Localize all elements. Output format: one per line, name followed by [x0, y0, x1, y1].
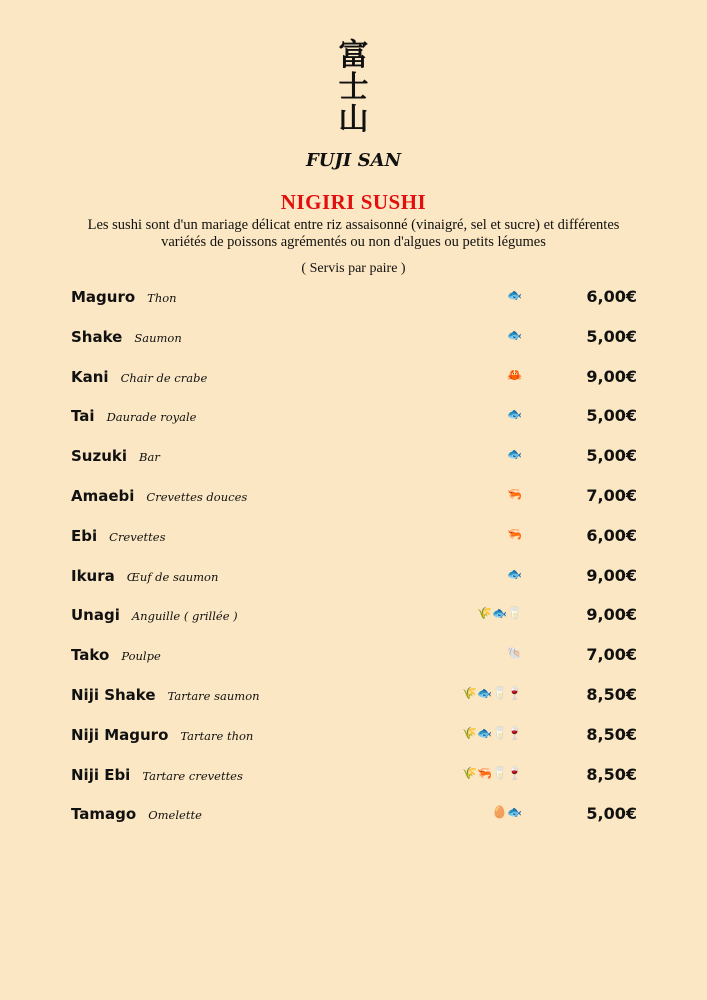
- item-name: Ikura Œuf de saumon: [71, 566, 219, 585]
- item-price: 8,50€: [586, 684, 637, 704]
- logo: [0, 40, 707, 136]
- item-description: Chair de crabe: [120, 370, 208, 385]
- item-name: Amaebi Crevettes douces: [71, 486, 248, 505]
- allergen-icons: 🦐: [507, 526, 522, 541]
- allergen-icons: 🌾🦐🥛🍷: [462, 765, 522, 780]
- item-price: 8,50€: [586, 764, 637, 784]
- item-description: Crevettes douces: [146, 489, 248, 504]
- menu-item: [71, 326, 637, 366]
- item-description: Tartare thon: [180, 728, 254, 743]
- section-title: NIGIRI SUSHI: [280, 190, 427, 214]
- menu-item: [71, 724, 637, 764]
- item-description: Poulpe: [121, 649, 161, 664]
- logo-kanji-1: 富: [338, 38, 369, 73]
- allergen-icons: 🥚🐟: [492, 805, 522, 820]
- item-price: 7,00€: [586, 645, 637, 665]
- menu-item: [71, 366, 637, 406]
- item-price: 5,00€: [586, 446, 637, 466]
- allergen-icons: 🌾🐟🥛🍷: [462, 725, 522, 740]
- item-description: Bar: [139, 450, 160, 465]
- item-price: 6,00€: [586, 525, 637, 545]
- item-name: Maguro Thon: [71, 288, 177, 306]
- menu-items: [71, 286, 637, 843]
- menu-item: [71, 286, 637, 326]
- item-price: 6,00€: [586, 287, 637, 306]
- item-description: Anguille ( grillée ): [131, 609, 238, 624]
- item-description: Tartare saumon: [167, 688, 260, 703]
- menu-item: [71, 485, 637, 525]
- menu-item: [71, 445, 637, 485]
- menu-item: [71, 803, 637, 843]
- item-name: Tai Daurade royale: [71, 407, 197, 426]
- logo-kanji-2: 士: [338, 70, 369, 105]
- item-name: Kani Chair de crabe: [71, 367, 208, 386]
- allergen-icons: 🐟: [507, 447, 522, 462]
- item-description: Œuf de saumon: [126, 569, 219, 584]
- menu-item: [71, 565, 637, 605]
- menu-item: [71, 684, 637, 724]
- item-description: Thon: [147, 291, 177, 305]
- item-price: 9,00€: [586, 366, 637, 386]
- item-price: 5,00€: [586, 804, 637, 824]
- menu-item: [71, 764, 637, 804]
- item-name: Shake Saumon: [71, 327, 182, 346]
- item-price: 9,00€: [586, 565, 637, 585]
- item-name: Tamago Omelette: [71, 805, 202, 824]
- allergen-icons: 🐟: [507, 566, 522, 581]
- menu-item: [71, 604, 637, 644]
- item-price: 8,50€: [586, 724, 637, 744]
- item-description: Daurade royale: [106, 410, 197, 425]
- allergen-icons: 🌾🐟🥛: [477, 606, 522, 621]
- item-description: Saumon: [134, 330, 182, 345]
- menu-item: [71, 405, 637, 445]
- menu-item: [71, 525, 637, 565]
- brand-name: FUJI SAN: [305, 150, 402, 171]
- allergen-icons: 🦀: [507, 367, 522, 382]
- allergen-icons: 🌾🐟🥛🍷: [462, 685, 522, 700]
- item-price: 5,00€: [586, 406, 637, 426]
- allergen-icons: 🐟: [507, 407, 522, 422]
- allergen-icons: 🐚: [507, 646, 522, 661]
- allergen-icons: 🐟: [507, 288, 522, 302]
- item-description: Crevettes: [109, 529, 166, 544]
- item-name: Ebi Crevettes: [71, 526, 166, 545]
- item-description: Omelette: [148, 808, 202, 823]
- item-price: 5,00€: [586, 326, 637, 346]
- item-name: Niji Maguro Tartare thon: [71, 725, 254, 744]
- allergen-icons: 🦐: [507, 486, 522, 501]
- menu-item: [71, 644, 637, 684]
- item-price: 9,00€: [586, 605, 637, 625]
- item-name: Niji Shake Tartare saumon: [71, 685, 260, 704]
- item-name: Suzuki Bar: [71, 447, 160, 466]
- item-name: Tako Poulpe: [71, 646, 161, 665]
- allergen-icons: 🐟: [507, 327, 522, 342]
- logo-kanji-3: 山: [338, 102, 369, 137]
- item-name: Niji Ebi Tartare crevettes: [71, 765, 243, 784]
- section-description: Les sushi sont d'un mariage délicat entre riz assaisonné (vinaigré, sel et sucre) et différentes variétés de poissons agrémentés ou non d'algues ou petits légumes: [87, 217, 620, 250]
- item-description: Tartare crevettes: [142, 768, 243, 783]
- serving-note: ( Servis par paire ): [301, 261, 406, 276]
- item-name: Unagi Anguille ( grillée ): [71, 606, 238, 625]
- item-price: 7,00€: [586, 485, 637, 505]
